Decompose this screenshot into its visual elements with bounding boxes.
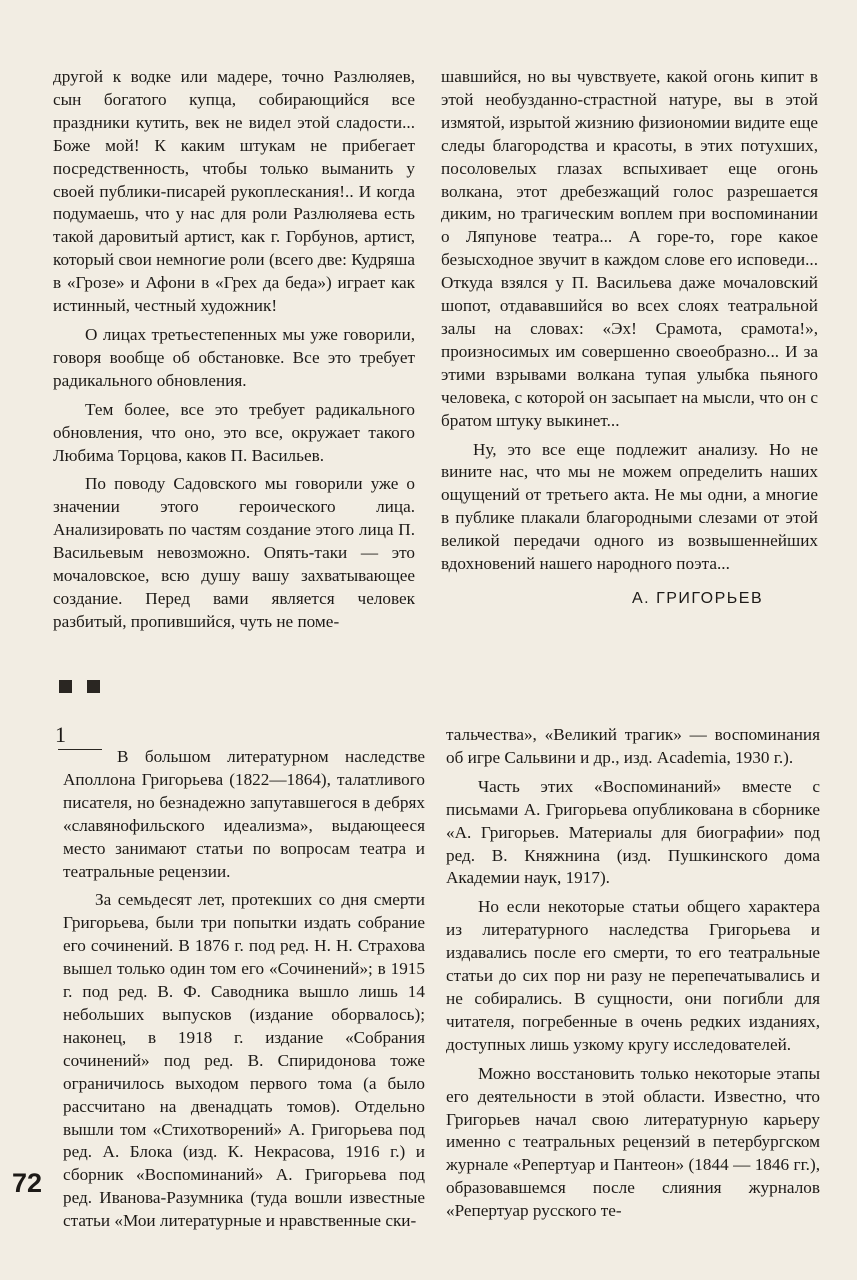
note-paragraph: Можно восстановить только некоторые этапы его деятельности в этой области. Известно, что Григорьев начал свою литературную карьеру именно с театральных рецензий в петербургском журнале «Репертуар и Пантеон» (1844 — 1846 гг.), образовавшемся после слияния журналов «Репертуар русского те- <box>446 1063 820 1221</box>
section-divider <box>59 680 115 698</box>
article-paragraph: Ну, это все еще подлежит анализу. Но не вините нас, что мы не можем определить наших ощущений от третьего акта. Не мы одни, а многие в публике плакали благородными слезами от этой великой передачи одного из возвышеннейших вдохновений нашего народного поэта... <box>441 439 818 574</box>
note-paragraph: Но если некоторые статьи общего характера из литературного наследства Григорьева и издавались после его смерти, то его театральные статьи до сих пор ни разу не перепечатывались и не собирались. В сущности, они погибли для читателя, погребенные в очень редких изданиях, доступных лишь узкому кругу исследователей. <box>446 897 820 1054</box>
note-paragraph: За семьдесят лет, протекших со дня смерти Григорьева, были три попытки издать собрание его сочинений. В 1876 г. под ред. Н. Н. Страхова вышел только один том его «Сочинений»; в 1915 г. под ред. В. Ф. Саводника вышло лишь 14 небольших выпусков (издание оборвалось); наконец, в 1918 г. издание «Собрания сочинений» под ред. В. Спиридонова тоже ограничилось выходом первого тома (а было рассчитано на двенадцать томов). Отдельно вышли том «Стихотворений» А. Григорьева под ред. А. Блока (изд. К. Некрасова, 1916 г.) и сборник «Воспоминаний» А. Григорьева под ред. Иванова-Разумника (туда вошли известные статьи «Мои литературные и нравственные ски- <box>63 890 425 1231</box>
square-ornament-icon <box>87 680 100 693</box>
article-paragraph: Тем более, все это требует радикального обновления, что оно, это все, окружает такого Любима Торцова, каков П. Васильев. <box>53 399 415 465</box>
article-paragraph: По поводу Садовского мы говорили уже о значении этого героического лица. Анализировать по частям создание этого лица П. Васильевым невозможно. Опять-таки — это мочаловское, всю душу вашу захватывающее создание. Перед вами является человек разбитый, пропившийся, чуть не поме- <box>53 474 415 631</box>
note-paragraph: Часть этих «Воспоминаний» вместе с письмами А. Григорьева опубликована в сборнике «А. Григорьев. Материалы для биографии» под ред. В. Княжнина (изд. Пушкинского дома Академии наук, 1917). <box>446 776 820 888</box>
page-number: 72 <box>12 1168 43 1198</box>
note-paragraph: В большом литературном наследстве Аполлона Григорьева (1822—1864), талатливого писателя, но безнадежно запутавшегося в дебрях «славянофильского идеализма», выдающееся место занимают статьи по вопросам театра и театральные рецензии. <box>63 747 425 881</box>
square-ornament-icon <box>59 680 72 693</box>
article-left-column <box>53 66 415 634</box>
notes-right-column <box>446 724 820 1223</box>
article-paragraph: другой к водке или мадере, точно Разлюляев, сын богатого купца, собирающийся все праздники кутить, век не видел этой сладости... Боже мой! К каким штукам не прибегает посредственность, чтобы только выманить у своей публики-писарей рукоплескания!.. И когда подумаешь, что у нас для роли Разлюляева есть такой даровитый артист, как г. Горбунов, артист, который свои немногие роли (всего две: Кудряша в «Грозе» и Афони в «Грех да беда») играет как истинный, честный художник! <box>53 67 415 316</box>
notes-left-column <box>63 746 425 1233</box>
footnote-number: 1 <box>55 722 66 747</box>
article-paragraph: шавшийся, но вы чувствуете, какой огонь кипит в этой необузданно-страстной натуре, вы в этой измятой, изрытой жизнию физиономии видите еще следы благородства и красоты, в этих потухших, посоловелых глазах вспыхивает еще огонь волкана, этот дребезжащий голос разрешается диким, но трагическим воплем при воспоминании о Ляпунове театра... А горе-то, горе какое безысходное звучит в каждом слове его исповеди... Откуда взялся у П. Васильева даже мочаловский шопот, отдававшийся во всех слоях театральной залы на словах: «Эх! Срамота, срамота!», произносимых им совершенно своеобразно... И за этими взрывами волкана тупая улыбка пьяного человека, с которой он засыпает на мысли, что он с братом штуку выкинет... <box>441 67 818 430</box>
note-paragraph: тальчества», «Великий трагик» — воспоминания об игре Сальвини и др., изд. Academia, 1930 г.). <box>446 725 820 767</box>
author-signature: А. ГРИГОРЬЕВ <box>632 590 764 607</box>
article-right-column <box>441 66 818 576</box>
article-paragraph: О лицах третьестепенных мы уже говорили, говоря вообще об обстановке. Все это требует радикального обновления. <box>53 324 415 390</box>
